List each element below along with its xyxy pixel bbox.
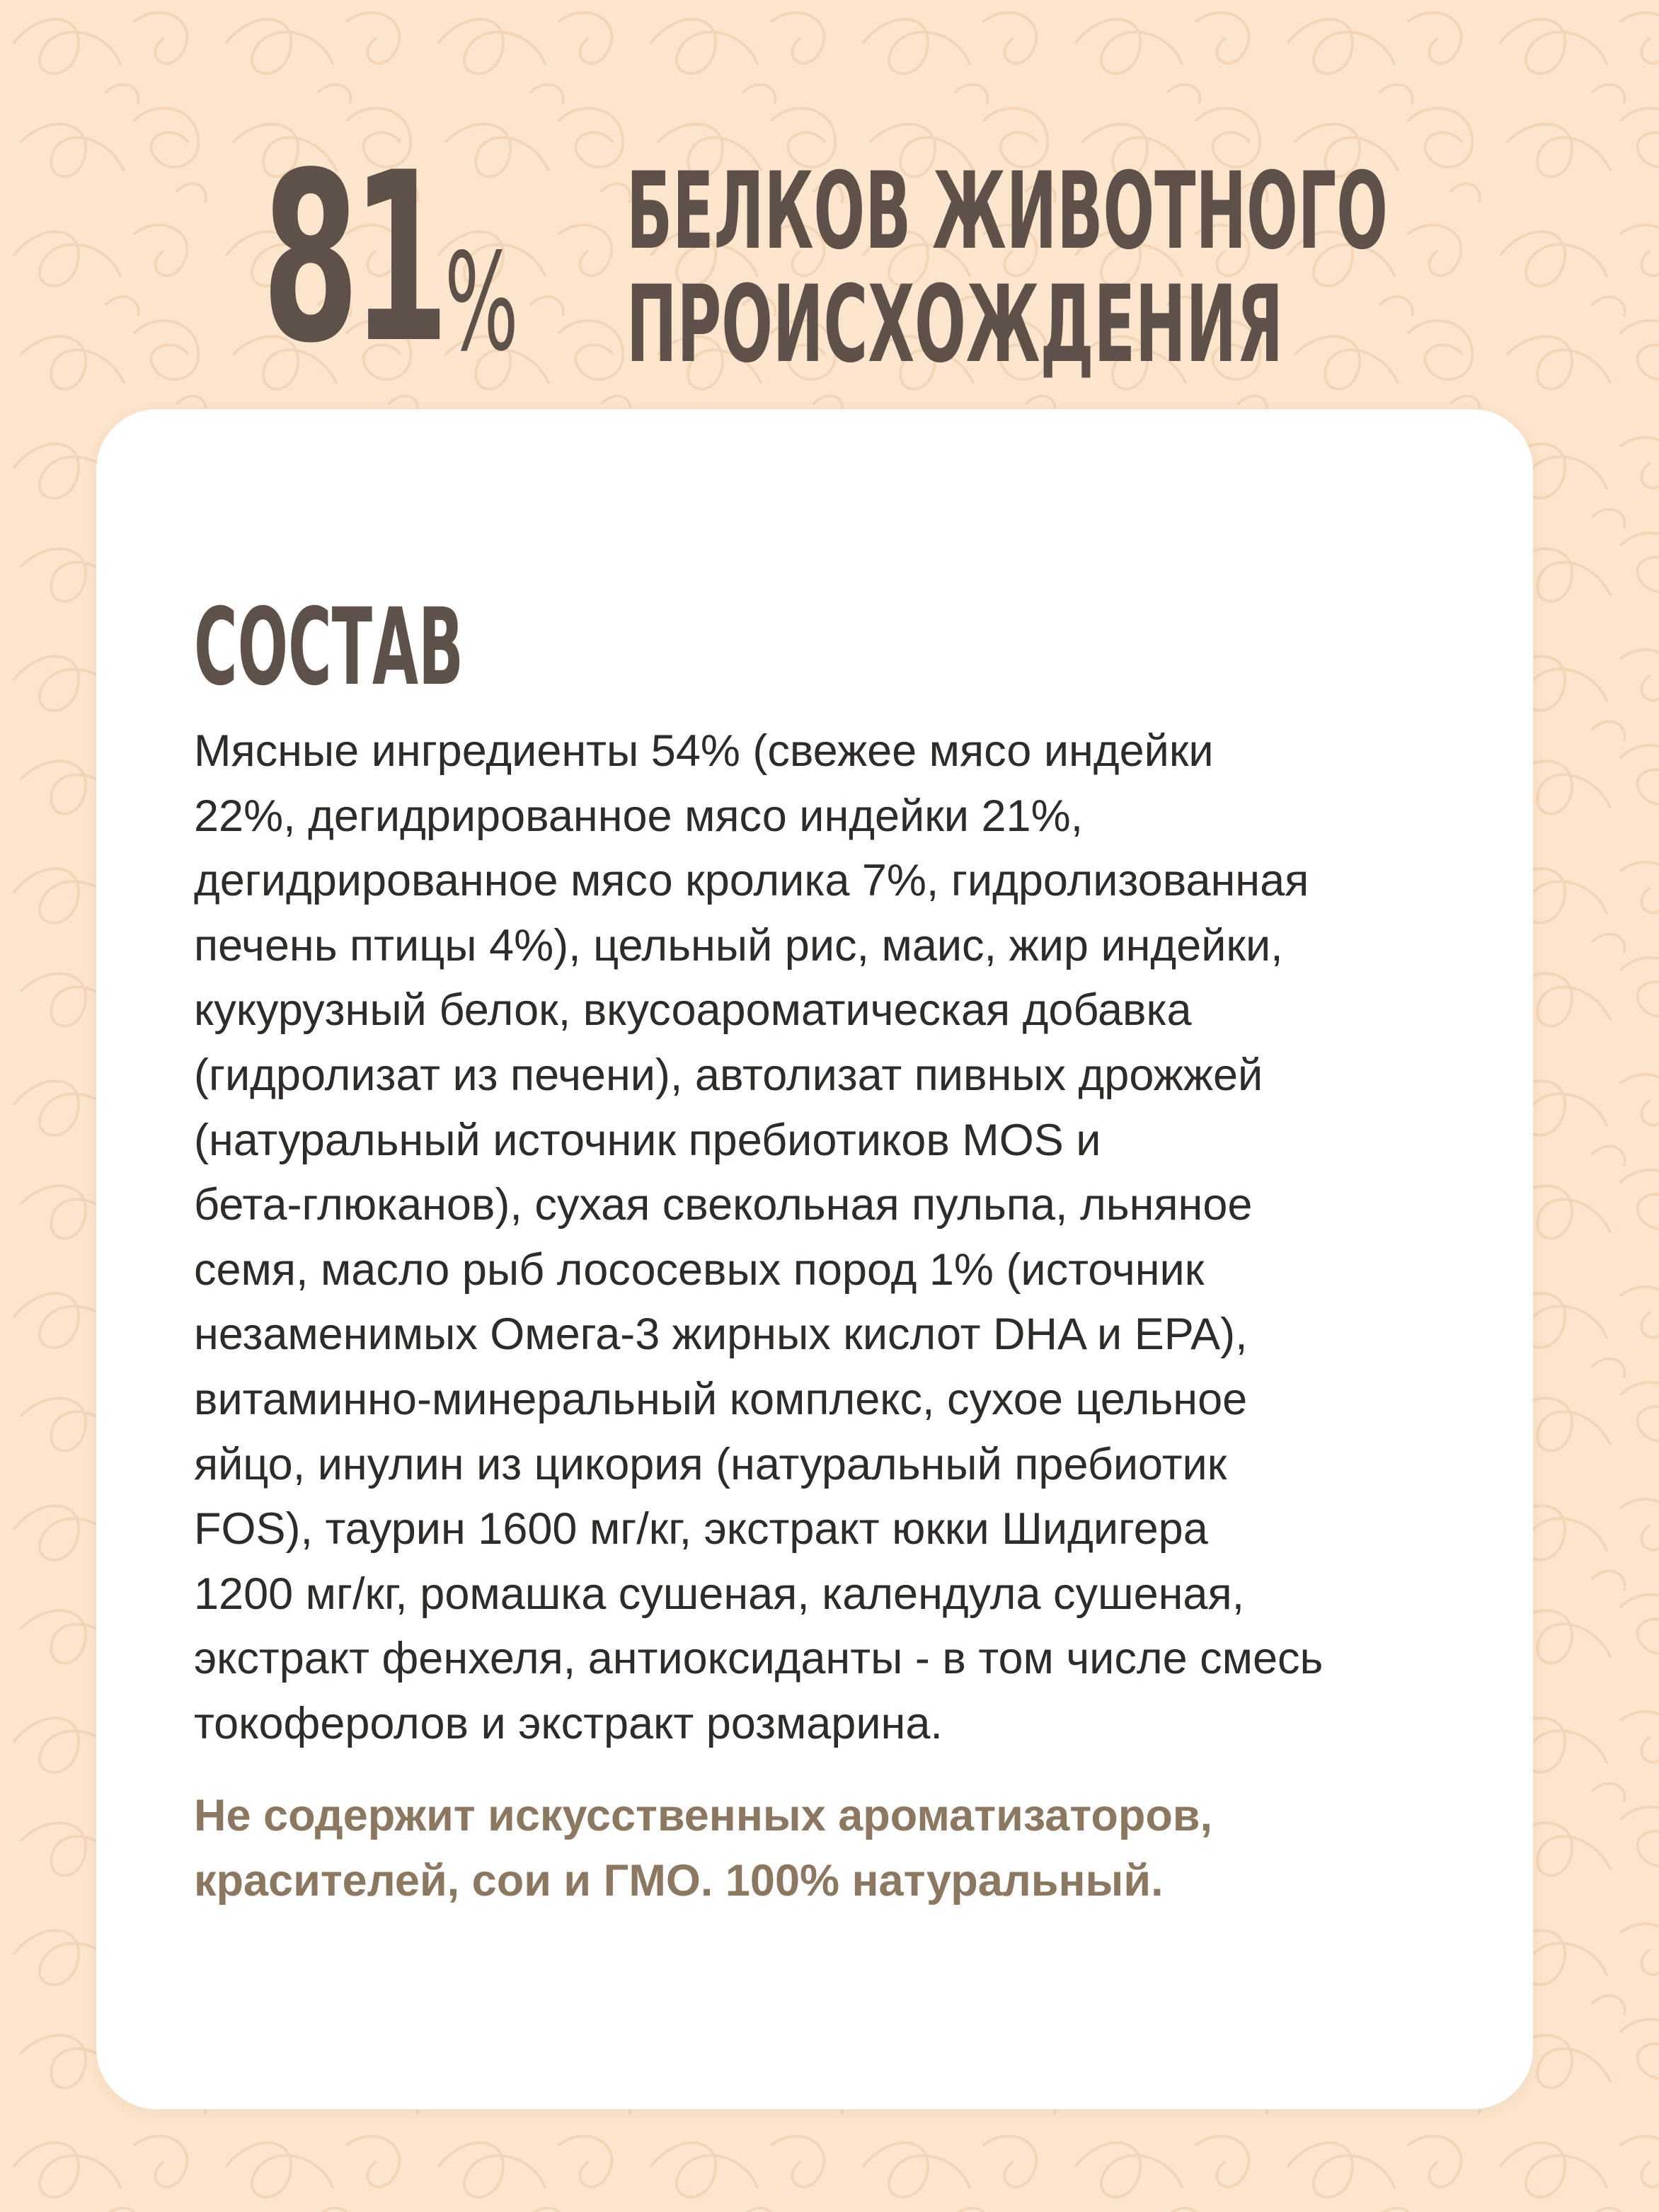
composition-line: (натуральный источник пребиотиков MOS и	[194, 1115, 1101, 1165]
composition-line: кукурузный белок, вкусоароматическая добавка	[194, 985, 1192, 1036]
composition-line: Мясные ингредиенты 54% (свежее мясо индейки	[194, 726, 1214, 776]
composition-line: печень птицы 4%), цельный рис, маис, жир индейки,	[194, 920, 1283, 970]
protein-percentage-number: 81	[262, 122, 442, 394]
composition-title: СОСТАВ	[194, 586, 464, 709]
composition-line: витаминно-минеральный комплекс, сухое цельное	[194, 1374, 1248, 1424]
composition-line: семя, масло рыб лососевых пород 1% (источник	[194, 1244, 1205, 1295]
composition-line: экстракт фенхеля, антиоксиданты - в том числе смесь	[194, 1634, 1324, 1684]
composition-line: токоферолов и экстракт розмарина.	[194, 1698, 943, 1748]
headline	[626, 150, 1388, 386]
natural-note	[194, 1784, 1482, 1913]
header	[262, 122, 1465, 394]
percent-sign: %	[444, 224, 519, 381]
composition-line: дегидрированное мясо кролика 7%, гидролизованная	[194, 856, 1309, 906]
composition-line: бета-глюканов), сухая свекольная пульпа, льняное	[194, 1180, 1253, 1230]
composition-line: 1200 мг/кг, ромашка сушеная, календула сушеная,	[194, 1569, 1245, 1619]
headline-line-1: БЕЛКОВ ЖИВОТНОГО	[626, 150, 1388, 273]
composition-text	[194, 719, 1482, 1757]
headline-line-2: ПРОИСХОЖДЕНИЯ	[626, 263, 1283, 386]
composition-line: (гидролизат из печени), автолизат пивных дрожжей	[194, 1050, 1263, 1100]
composition-line: яйцо, инулин из цикория (натуральный пребиотик	[194, 1439, 1227, 1489]
note-line: Не содержит искусственных ароматизаторов,	[194, 1791, 1213, 1840]
composition-card	[96, 409, 1533, 2109]
composition-line: 22%, дегидрированное мясо индейки 21%,	[194, 791, 1084, 841]
composition-line: незаменимых Омега-3 жирных кислот DHA и EPA),	[194, 1310, 1248, 1360]
note-line: красителей, сои и ГМО. 100% натуральный.	[194, 1855, 1164, 1906]
composition-line: FOS), таурин 1600 мг/кг, экстракт юкки Шидигера	[194, 1504, 1208, 1554]
